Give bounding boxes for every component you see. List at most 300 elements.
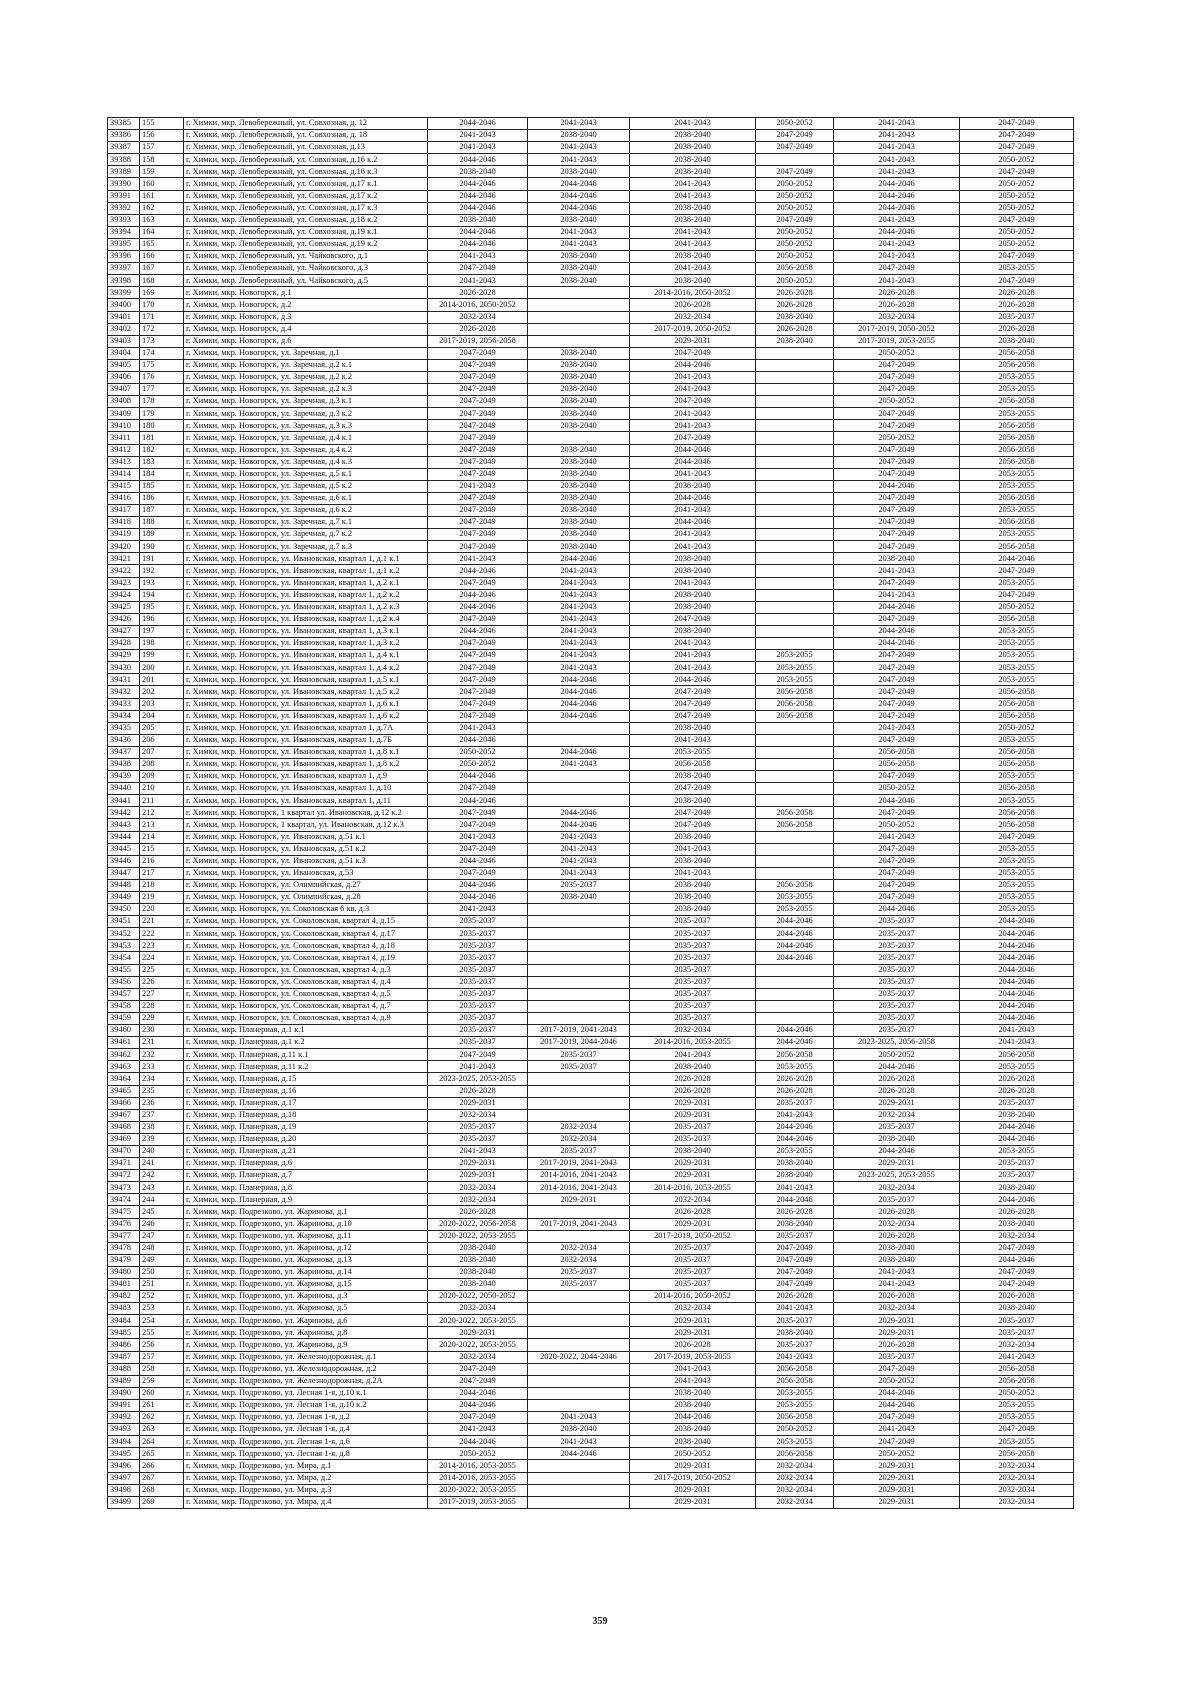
period-2-cell: [528, 916, 630, 928]
row-number-cell: 208: [140, 758, 184, 770]
row-number-cell: 221: [140, 916, 184, 928]
record-id-cell: 39452: [108, 928, 140, 940]
period-1-cell: 2047-2049: [428, 783, 528, 795]
table-row: [108, 1266, 1074, 1278]
record-id-cell: 39491: [108, 1399, 140, 1411]
record-id-cell: 39449: [108, 892, 140, 904]
period-1-cell: 2026-2028: [428, 1085, 528, 1097]
period-6-cell: 2050-2052: [960, 154, 1074, 166]
period-6-cell: 2053-2055: [960, 638, 1074, 650]
period-3-cell: 2029-2031: [630, 1158, 756, 1170]
address-cell: г. Химки, мкр. Новогорск, ул. Ивановская, квартал 1, д.10: [184, 783, 428, 795]
address-cell: г. Химки, мкр. Новогорск, ул. Заречная, д.7 к.2: [184, 529, 428, 541]
period-2-cell: 2038-2040: [528, 456, 630, 468]
address-cell: г. Химки, мкр. Подрезково, ул. Мира, д.4: [184, 1496, 428, 1508]
period-4-cell: 2044-2046: [756, 940, 834, 952]
period-4-cell: 2050-2052: [756, 275, 834, 287]
row-number-cell: 211: [140, 795, 184, 807]
period-1-cell: 2035-2037: [428, 1000, 528, 1012]
period-5-cell: 2032-2034: [834, 1109, 960, 1121]
period-5-cell: 2047-2049: [834, 698, 960, 710]
address-cell: г. Химки, мкр. Новогорск, ул. Заречная, д.2 к.1: [184, 359, 428, 371]
period-1-cell: 2044-2046: [428, 771, 528, 783]
row-number-cell: 182: [140, 444, 184, 456]
row-number-cell: 158: [140, 154, 184, 166]
address-cell: г. Химки, мкр. Новогорск, ул. Заречная, д.4 к.3: [184, 456, 428, 468]
period-4-cell: 2032-2034: [756, 1496, 834, 1508]
period-1-cell: 2047-2049: [428, 1049, 528, 1061]
period-3-cell: 2014-2016, 2053-2055: [630, 1182, 756, 1194]
period-2-cell: [528, 771, 630, 783]
period-3-cell: 2038-2040: [630, 904, 756, 916]
period-5-cell: 2023-2025, 2056-2058: [834, 1037, 960, 1049]
period-5-cell: 2047-2049: [834, 771, 960, 783]
table-row: [108, 1254, 1074, 1266]
period-6-cell: 2035-2037: [960, 1315, 1074, 1327]
record-id-cell: 39428: [108, 638, 140, 650]
record-id-cell: 39433: [108, 698, 140, 710]
period-4-cell: 2047-2049: [756, 1242, 834, 1254]
record-id-cell: 39412: [108, 444, 140, 456]
row-number-cell: 258: [140, 1363, 184, 1375]
row-number-cell: 175: [140, 359, 184, 371]
row-number-cell: 212: [140, 807, 184, 819]
period-3-cell: 2041-2043: [630, 468, 756, 480]
period-5-cell: 2044-2046: [834, 1145, 960, 1157]
record-id-cell: 39485: [108, 1327, 140, 1339]
row-number-cell: 174: [140, 347, 184, 359]
period-4-cell: 2050-2052: [756, 251, 834, 263]
period-3-cell: 2026-2028: [630, 1206, 756, 1218]
address-cell: г. Химки, мкр. Планерная, д.15: [184, 1073, 428, 1085]
period-5-cell: 2041-2043: [834, 1279, 960, 1291]
period-5-cell: 2026-2028: [834, 1206, 960, 1218]
record-id-cell: 39391: [108, 190, 140, 202]
period-6-cell: 2035-2037: [960, 1158, 1074, 1170]
period-2-cell: 2014-2016, 2041-2043: [528, 1170, 630, 1182]
period-1-cell: 2044-2046: [428, 855, 528, 867]
period-1-cell: 2047-2049: [428, 698, 528, 710]
row-number-cell: 241: [140, 1158, 184, 1170]
period-2-cell: [528, 976, 630, 988]
period-2-cell: 2038-2040: [528, 1424, 630, 1436]
table-row: [108, 1073, 1074, 1085]
period-4-cell: [756, 746, 834, 758]
period-5-cell: 2032-2034: [834, 311, 960, 323]
period-5-cell: 2047-2049: [834, 384, 960, 396]
period-4-cell: 2056-2058: [756, 1448, 834, 1460]
period-5-cell: 2047-2049: [834, 263, 960, 275]
row-number-cell: 237: [140, 1109, 184, 1121]
period-3-cell: 2041-2043: [630, 650, 756, 662]
period-6-cell: 2053-2055: [960, 371, 1074, 383]
period-6-cell: 2056-2058: [960, 456, 1074, 468]
address-cell: г. Химки, мкр. Новогорск, ул. Ивановская, квартал 1, д.9: [184, 771, 428, 783]
period-3-cell: 2041-2043: [630, 1049, 756, 1061]
address-cell: г. Химки, мкр. Новогорск, ул. Ивановская, квартал 1, д.2 к.3: [184, 601, 428, 613]
record-id-cell: 39446: [108, 855, 140, 867]
period-5-cell: 2047-2049: [834, 517, 960, 529]
period-5-cell: 2047-2049: [834, 456, 960, 468]
period-6-cell: 2053-2055: [960, 674, 1074, 686]
address-cell: г. Химки, мкр. Новогорск, ул. Заречная, д.6 к.1: [184, 492, 428, 504]
address-cell: г. Химки, мкр. Левобережный, ул. Совхозная, д.18 к.2: [184, 214, 428, 226]
period-1-cell: 2020-2022, 2053-2055: [428, 1230, 528, 1242]
period-3-cell: 2047-2049: [630, 698, 756, 710]
address-cell: г. Химки, мкр. Новогорск, д.4: [184, 323, 428, 335]
period-6-cell: 2053-2055: [960, 771, 1074, 783]
record-id-cell: 39411: [108, 432, 140, 444]
period-1-cell: 2029-2031: [428, 1327, 528, 1339]
period-3-cell: 2041-2043: [630, 408, 756, 420]
row-number-cell: 183: [140, 456, 184, 468]
page-number: 359: [592, 1616, 608, 1627]
period-6-cell: 2026-2028: [960, 323, 1074, 335]
record-id-cell: 39440: [108, 783, 140, 795]
row-number-cell: 263: [140, 1424, 184, 1436]
address-cell: г. Химки, мкр. Новогорск, ул. Ивановская, квартал 1, д.11: [184, 795, 428, 807]
period-6-cell: 2047-2049: [960, 251, 1074, 263]
period-5-cell: 2041-2043: [834, 722, 960, 734]
table-row: [108, 323, 1074, 335]
period-2-cell: 2014-2016, 2041-2043: [528, 1182, 630, 1194]
record-id-cell: 39397: [108, 263, 140, 275]
period-6-cell: 2038-2040: [960, 335, 1074, 347]
period-2-cell: [528, 1339, 630, 1351]
table-row: [108, 287, 1074, 299]
period-5-cell: 2029-2031: [834, 1460, 960, 1472]
period-5-cell: 2047-2049: [834, 577, 960, 589]
period-5-cell: 2026-2028: [834, 1085, 960, 1097]
row-number-cell: 220: [140, 904, 184, 916]
address-cell: г. Химки, мкр. Подрезково, ул. Лесная 1-я, д.10 к.2: [184, 1399, 428, 1411]
period-1-cell: 2044-2046: [428, 1387, 528, 1399]
record-id-cell: 39481: [108, 1279, 140, 1291]
period-6-cell: 2044-2046: [960, 964, 1074, 976]
period-4-cell: [756, 420, 834, 432]
table-row: [108, 940, 1074, 952]
period-5-cell: 2050-2052: [834, 1375, 960, 1387]
period-4-cell: [756, 867, 834, 879]
record-id-cell: 39475: [108, 1206, 140, 1218]
period-2-cell: 2041-2043: [528, 118, 630, 130]
period-1-cell: 2044-2046: [428, 178, 528, 190]
row-number-cell: 245: [140, 1206, 184, 1218]
table-row: [108, 1170, 1074, 1182]
period-4-cell: 2032-2034: [756, 1484, 834, 1496]
table-row: [108, 638, 1074, 650]
period-2-cell: 2032-2034: [528, 1133, 630, 1145]
row-number-cell: 191: [140, 553, 184, 565]
period-2-cell: 2044-2046: [528, 698, 630, 710]
period-1-cell: 2044-2046: [428, 734, 528, 746]
period-1-cell: 2047-2049: [428, 517, 528, 529]
period-4-cell: 2056-2058: [756, 710, 834, 722]
period-4-cell: [756, 843, 834, 855]
table-row: [108, 1182, 1074, 1194]
period-3-cell: 2041-2043: [630, 420, 756, 432]
address-cell: г. Химки, мкр. Левобережный, ул. Совхозная, д.16 к.2: [184, 154, 428, 166]
table-row: [108, 1424, 1074, 1436]
period-3-cell: 2047-2049: [630, 819, 756, 831]
table-row: [108, 1085, 1074, 1097]
period-3-cell: 2044-2046: [630, 674, 756, 686]
record-id-cell: 39437: [108, 746, 140, 758]
period-5-cell: 2041-2043: [834, 154, 960, 166]
table-row: [108, 855, 1074, 867]
row-number-cell: 269: [140, 1496, 184, 1508]
period-5-cell: 2029-2031: [834, 1158, 960, 1170]
period-1-cell: 2047-2049: [428, 1375, 528, 1387]
period-5-cell: 2041-2043: [834, 251, 960, 263]
address-cell: г. Химки, мкр. Подрезково, ул. Жаринова, д.15: [184, 1279, 428, 1291]
record-id-cell: 39460: [108, 1025, 140, 1037]
period-2-cell: [528, 1327, 630, 1339]
row-number-cell: 185: [140, 480, 184, 492]
row-number-cell: 267: [140, 1472, 184, 1484]
record-id-cell: 39462: [108, 1049, 140, 1061]
period-1-cell: 2047-2049: [428, 396, 528, 408]
period-2-cell: 2035-2037: [528, 1145, 630, 1157]
period-2-cell: 2038-2040: [528, 480, 630, 492]
table-row: [108, 1158, 1074, 1170]
period-1-cell: 2044-2046: [428, 1399, 528, 1411]
period-4-cell: 2053-2055: [756, 1145, 834, 1157]
row-number-cell: 172: [140, 323, 184, 335]
period-5-cell: 2056-2058: [834, 746, 960, 758]
table-row: [108, 420, 1074, 432]
period-6-cell: 2032-2034: [960, 1496, 1074, 1508]
period-3-cell: 2035-2037: [630, 1266, 756, 1278]
address-cell: г. Химки, мкр. Подрезково, ул. Мира, д.1: [184, 1460, 428, 1472]
row-number-cell: 219: [140, 892, 184, 904]
period-3-cell: 2017-2019, 2053-2055: [630, 1351, 756, 1363]
table-row: [108, 1242, 1074, 1254]
period-2-cell: 2041-2043: [528, 601, 630, 613]
row-number-cell: 232: [140, 1049, 184, 1061]
period-4-cell: 2050-2052: [756, 226, 834, 238]
table-row: [108, 795, 1074, 807]
period-2-cell: [528, 1109, 630, 1121]
record-id-cell: 39469: [108, 1133, 140, 1145]
row-number-cell: 247: [140, 1230, 184, 1242]
period-6-cell: 2047-2049: [960, 118, 1074, 130]
period-2-cell: 2035-2037: [528, 1279, 630, 1291]
period-2-cell: 2044-2046: [528, 807, 630, 819]
record-id-cell: 39425: [108, 601, 140, 613]
period-1-cell: 2050-2052: [428, 1448, 528, 1460]
period-1-cell: 2017-2019, 2053-2055: [428, 1496, 528, 1508]
address-cell: г. Химки, мкр. Новогорск, ул. Соколовская, квартал 4, д.19: [184, 952, 428, 964]
row-number-cell: 162: [140, 202, 184, 214]
period-5-cell: 2035-2037: [834, 928, 960, 940]
row-number-cell: 264: [140, 1436, 184, 1448]
period-2-cell: 2020-2022, 2044-2046: [528, 1351, 630, 1363]
row-number-cell: 196: [140, 613, 184, 625]
row-number-cell: 231: [140, 1037, 184, 1049]
address-cell: г. Химки, мкр. Новогорск, ул. Соколовская, квартал 4, д.7: [184, 1000, 428, 1012]
period-6-cell: 2032-2034: [960, 1472, 1074, 1484]
period-1-cell: 2038-2040: [428, 214, 528, 226]
period-2-cell: 2038-2040: [528, 517, 630, 529]
period-4-cell: 2056-2058: [756, 807, 834, 819]
table-row: [108, 480, 1074, 492]
period-6-cell: 2050-2052: [960, 1387, 1074, 1399]
record-id-cell: 39466: [108, 1097, 140, 1109]
record-id-cell: 39398: [108, 275, 140, 287]
period-6-cell: 2050-2052: [960, 226, 1074, 238]
row-number-cell: 224: [140, 952, 184, 964]
table-row: [108, 517, 1074, 529]
period-5-cell: 2023-2025, 2053-2055: [834, 1170, 960, 1182]
registry-table: [107, 117, 1074, 1509]
period-3-cell: 2047-2049: [630, 347, 756, 359]
record-id-cell: 39488: [108, 1363, 140, 1375]
record-id-cell: 39390: [108, 178, 140, 190]
table-row: [108, 650, 1074, 662]
period-5-cell: 2029-2031: [834, 1327, 960, 1339]
period-1-cell: 2023-2025, 2053-2055: [428, 1073, 528, 1085]
period-3-cell: 2017-2019, 2050-2052: [630, 1230, 756, 1242]
address-cell: г. Химки, мкр. Левобережный, ул. Совхозная, д.16 к.3: [184, 166, 428, 178]
record-id-cell: 39459: [108, 1012, 140, 1024]
period-1-cell: 2035-2037: [428, 1037, 528, 1049]
period-6-cell: 2056-2058: [960, 746, 1074, 758]
period-4-cell: 2044-2046: [756, 928, 834, 940]
record-id-cell: 39478: [108, 1242, 140, 1254]
period-2-cell: 2041-2043: [528, 226, 630, 238]
address-cell: г. Химки, мкр. Планерная, д.21: [184, 1145, 428, 1157]
row-number-cell: 236: [140, 1097, 184, 1109]
address-cell: г. Химки, мкр. Новогорск, ул. Ивановская, квартал 1, д.8 к.2: [184, 758, 428, 770]
address-cell: г. Химки, мкр. Левобережный, ул. Совхозная, д.17 к.2: [184, 190, 428, 202]
table-row: [108, 1375, 1074, 1387]
period-2-cell: [528, 1375, 630, 1387]
period-4-cell: 2056-2058: [756, 819, 834, 831]
record-id-cell: 39468: [108, 1121, 140, 1133]
table-row: [108, 976, 1074, 988]
period-3-cell: 2044-2046: [630, 444, 756, 456]
address-cell: г. Химки, мкр. Левобережный, ул. Совхозная, д.17 к.3: [184, 202, 428, 214]
period-3-cell: 2038-2040: [630, 831, 756, 843]
period-6-cell: 2053-2055: [960, 1145, 1074, 1157]
period-4-cell: 2038-2040: [756, 311, 834, 323]
table-row: [108, 831, 1074, 843]
period-3-cell: 2014-2016, 2053-2055: [630, 1037, 756, 1049]
table-row: [108, 565, 1074, 577]
period-5-cell: 2041-2043: [834, 166, 960, 178]
row-number-cell: 226: [140, 976, 184, 988]
address-cell: г. Химки, мкр. Планерная, д.16: [184, 1085, 428, 1097]
period-3-cell: 2038-2040: [630, 166, 756, 178]
table-row: [108, 275, 1074, 287]
period-5-cell: 2047-2049: [834, 650, 960, 662]
row-number-cell: 161: [140, 190, 184, 202]
period-1-cell: 2047-2049: [428, 408, 528, 420]
period-3-cell: 2041-2043: [630, 843, 756, 855]
period-5-cell: 2035-2037: [834, 1012, 960, 1024]
row-number-cell: 177: [140, 384, 184, 396]
address-cell: г. Химки, мкр. Левобережный, ул. Чайковского, д.1: [184, 251, 428, 263]
period-5-cell: 2044-2046: [834, 178, 960, 190]
address-cell: г. Химки, мкр. Подрезково, ул. Жаринова, д.8: [184, 1327, 428, 1339]
period-6-cell: 2056-2058: [960, 686, 1074, 698]
period-6-cell: 2056-2058: [960, 710, 1074, 722]
period-5-cell: 2056-2058: [834, 758, 960, 770]
period-3-cell: 2035-2037: [630, 1279, 756, 1291]
period-3-cell: 2029-2031: [630, 1170, 756, 1182]
period-3-cell: 2035-2037: [630, 1121, 756, 1133]
record-id-cell: 39497: [108, 1472, 140, 1484]
period-2-cell: 2044-2046: [528, 710, 630, 722]
period-3-cell: 2038-2040: [630, 553, 756, 565]
address-cell: г. Химки, мкр. Новогорск, ул. Ивановская, д.51 к.2: [184, 843, 428, 855]
period-1-cell: 2032-2034: [428, 1303, 528, 1315]
period-5-cell: 2047-2049: [834, 505, 960, 517]
period-2-cell: 2044-2046: [528, 202, 630, 214]
address-cell: г. Химки, мкр. Подрезково, ул. Жаринова, д.12: [184, 1242, 428, 1254]
period-3-cell: 2032-2034: [630, 1194, 756, 1206]
period-1-cell: 2047-2049: [428, 492, 528, 504]
period-4-cell: 2044-2046: [756, 952, 834, 964]
period-1-cell: 2047-2049: [428, 456, 528, 468]
record-id-cell: 39484: [108, 1315, 140, 1327]
period-4-cell: [756, 795, 834, 807]
period-1-cell: 2044-2046: [428, 154, 528, 166]
period-4-cell: 2044-2046: [756, 1194, 834, 1206]
period-1-cell: 2020-2022, 2053-2055: [428, 1315, 528, 1327]
period-3-cell: 2035-2037: [630, 1133, 756, 1145]
row-number-cell: 265: [140, 1448, 184, 1460]
period-2-cell: [528, 964, 630, 976]
record-id-cell: 39461: [108, 1037, 140, 1049]
address-cell: г. Химки, мкр. Новогорск, д.6: [184, 335, 428, 347]
period-2-cell: 2038-2040: [528, 492, 630, 504]
record-id-cell: 39456: [108, 976, 140, 988]
period-6-cell: 2038-2040: [960, 1109, 1074, 1121]
period-3-cell: 2044-2046: [630, 456, 756, 468]
period-4-cell: [756, 359, 834, 371]
period-6-cell: 2047-2049: [960, 130, 1074, 142]
period-2-cell: [528, 783, 630, 795]
period-4-cell: 2038-2040: [756, 1327, 834, 1339]
period-4-cell: [756, 855, 834, 867]
period-4-cell: [756, 601, 834, 613]
address-cell: г. Химки, мкр. Новогорск, ул. Заречная, д.5 к.1: [184, 468, 428, 480]
period-3-cell: 2041-2043: [630, 662, 756, 674]
period-6-cell: 2047-2049: [960, 1242, 1074, 1254]
period-4-cell: [756, 396, 834, 408]
record-id-cell: 39453: [108, 940, 140, 952]
table-row: [108, 1194, 1074, 1206]
period-2-cell: [528, 299, 630, 311]
record-id-cell: 39419: [108, 529, 140, 541]
address-cell: г. Химки, мкр. Подрезково, ул. Жаринова, д.13: [184, 1254, 428, 1266]
period-6-cell: 2041-2043: [960, 1037, 1074, 1049]
period-5-cell: 2032-2034: [834, 1218, 960, 1230]
period-1-cell: 2035-2037: [428, 1012, 528, 1024]
period-3-cell: 2035-2037: [630, 940, 756, 952]
period-5-cell: 2047-2049: [834, 674, 960, 686]
period-1-cell: 2020-2022, 2053-2055: [428, 1484, 528, 1496]
period-6-cell: 2050-2052: [960, 190, 1074, 202]
period-2-cell: [528, 1073, 630, 1085]
record-id-cell: 39435: [108, 722, 140, 734]
table-row: [108, 928, 1074, 940]
period-2-cell: [528, 432, 630, 444]
period-2-cell: [528, 940, 630, 952]
period-2-cell: [528, 1387, 630, 1399]
